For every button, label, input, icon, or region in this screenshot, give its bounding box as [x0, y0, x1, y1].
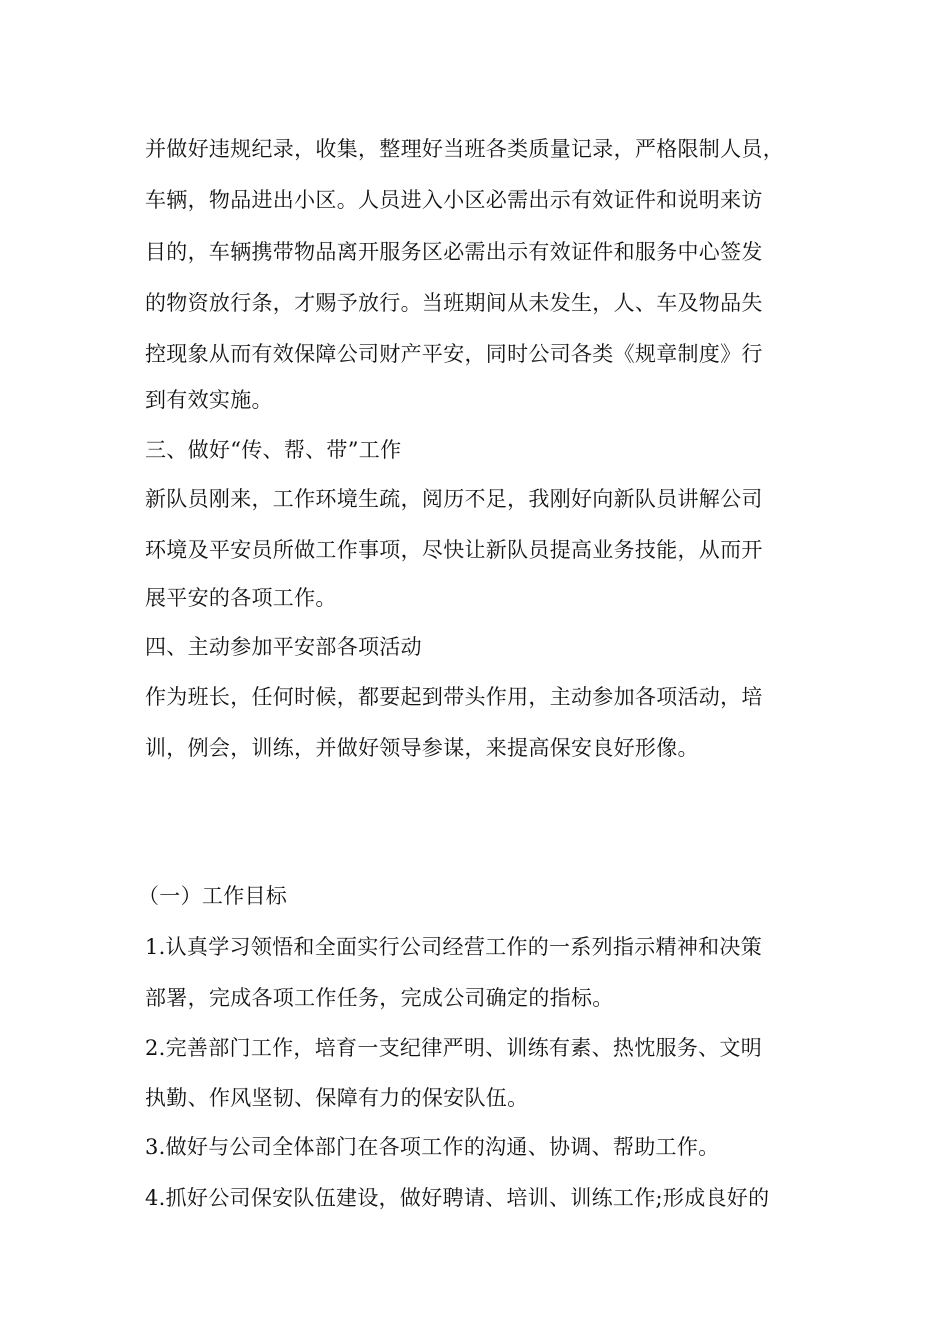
section-heading: 四、主动参加平安部各项活动: [145, 635, 422, 659]
paragraph-line: 并做好违规纪录，收集，整理好当班各类质量记录，严格限制人员，: [145, 137, 784, 161]
paragraph-line: 展平安的各项工作。: [145, 586, 337, 610]
paragraph-line: 的物资放行条，才赐予放行。当班期间从未发生，人、车及物品失: [145, 291, 763, 315]
paragraph-line: 1.认真学习领悟和全面实行公司经营工作的一系列指示精神和决策: [145, 935, 763, 959]
section-heading: 三、做好“传、帮、带”工作: [145, 438, 402, 462]
paragraph-line: 3.做好与公司全体部门在各项工作的沟通、协调、帮助工作。: [145, 1135, 720, 1159]
paragraph-line: 4.抓好公司保安队伍建设，做好聘请、培训、训练工作;形成良好的: [145, 1186, 770, 1210]
paragraph-line: 训，例会，训练，并做好领导参谋，来提高保安良好形像。: [145, 736, 699, 760]
paragraph-line: 车辆，物品进出小区。人员进入小区必需出示有效证件和说明来访: [145, 188, 763, 212]
paragraph-line: 作为班长，任何时候，都要起到带头作用，主动参加各项活动，培: [145, 685, 763, 709]
paragraph-line: 控现象从而有效保障公司财产平安，同时公司各类《规章制度》行: [145, 342, 763, 366]
paragraph-line: 到有效实施。: [145, 388, 273, 412]
paragraph-line: 2.完善部门工作，培育一支纪律严明、训练有素、热忱服务、文明: [145, 1036, 763, 1060]
paragraph-line: 新队员刚来，工作环境生疏，阅历不足，我刚好向新队员讲解公司: [145, 487, 763, 511]
paragraph-line: 执勤、作风坚韧、保障有力的保安队伍。: [145, 1086, 529, 1110]
paragraph-line: 目的，车辆携带物品离开服务区必需出示有效证件和服务中心签发: [145, 240, 763, 264]
paragraph-line: 环境及平安员所做工作事项，尽快让新队员提高业务技能，从而开: [145, 538, 763, 562]
paragraph-line: 部署，完成各项工作任务，完成公司确定的指标。: [145, 986, 614, 1010]
section-heading: （一）工作目标: [138, 884, 288, 908]
